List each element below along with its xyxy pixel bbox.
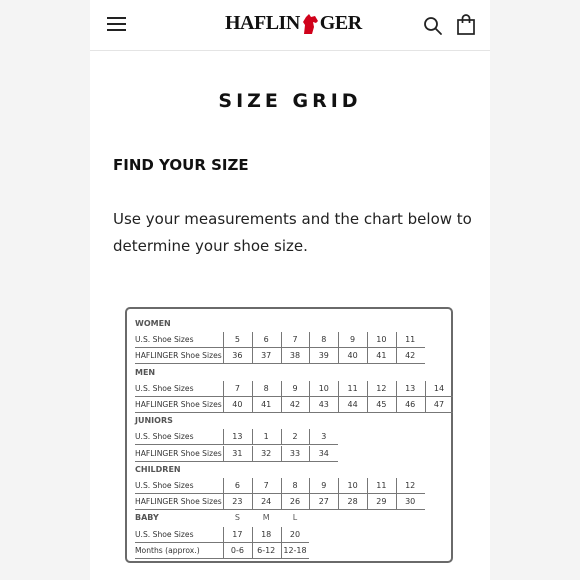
size-cell: 11 [376, 481, 387, 490]
size-group-label: BABY [135, 513, 159, 523]
row-divider [135, 461, 338, 462]
logo-text-left: HAFLIN [225, 12, 300, 34]
size-cell: 8 [263, 383, 269, 393]
size-cell: 46 [405, 400, 416, 409]
size-row [135, 527, 309, 543]
size-cell: 12 [376, 383, 387, 393]
cart-button[interactable] [456, 14, 476, 36]
size-cell: 1 [263, 432, 269, 442]
page-title: SIZE GRID [218, 90, 362, 112]
size-cell: 17 [232, 529, 243, 539]
menu-button[interactable] [107, 15, 127, 33]
size-cell: 10 [318, 383, 329, 393]
size-cell: 41 [376, 351, 387, 361]
size-row [135, 543, 309, 559]
size-cell: 24 [261, 497, 272, 507]
size-cell: 42 [289, 400, 301, 409]
size-group-label: MEN [135, 367, 156, 377]
size-row-label: U.S. Shoe Sizes [135, 481, 194, 490]
size-cell: 18 [261, 529, 272, 539]
size-row [135, 494, 425, 510]
hamburger-menu-icon [107, 29, 126, 31]
size-cell: 42 [405, 351, 416, 361]
size-cell: 6 [263, 335, 269, 345]
size-cell: 6-12 [257, 545, 276, 555]
size-cell: 38 [289, 351, 301, 361]
size-row [135, 478, 425, 494]
size-cell: 11 [347, 383, 358, 393]
size-row-label: U.S. Shoe Sizes [135, 529, 194, 539]
size-cell: 43 [318, 400, 329, 409]
size-cell: 31 [232, 448, 243, 458]
size-cell: 12 [405, 481, 416, 490]
brand-logo[interactable] [225, 12, 362, 35]
size-cell: 37 [261, 351, 272, 361]
size-row [135, 381, 453, 397]
size-row [135, 348, 425, 364]
size-cell: 26 [289, 497, 301, 507]
size-group-label: JUNIORS [135, 416, 173, 426]
hamburger-menu-icon [107, 17, 126, 19]
size-cell: 5 [234, 335, 240, 345]
search-icon [423, 16, 443, 36]
size-group-label: WOMEN [135, 319, 171, 328]
size-column-header: M [262, 513, 270, 523]
size-cell: 13 [405, 383, 416, 393]
size-cell: 29 [376, 497, 387, 507]
size-row-label: HAFLINGER Shoe Sizes [135, 448, 222, 458]
size-cell: 40 [232, 400, 243, 409]
size-cell: 3 [321, 432, 327, 442]
hamburger-menu-icon [107, 23, 126, 25]
size-cell: 11 [405, 335, 416, 345]
size-cell: 34 [318, 448, 329, 458]
size-row [135, 429, 338, 445]
size-cell: 30 [405, 497, 416, 507]
size-cell: 12-18 [283, 545, 307, 555]
size-cell: 32 [261, 448, 272, 458]
size-cell: 14 [433, 383, 445, 393]
size-row [135, 446, 338, 462]
size-cell: 47 [433, 400, 445, 409]
size-cell: 9 [350, 335, 356, 345]
size-cell: 41 [261, 400, 272, 409]
size-cell: 40 [347, 351, 358, 361]
size-cell: 7 [234, 383, 240, 393]
size-cell: 6 [234, 481, 240, 490]
size-row [135, 332, 425, 348]
size-cell: 33 [289, 448, 301, 458]
size-row-label: Months (approx.) [135, 545, 200, 555]
size-row-label: HAFLINGER Shoe Sizes [135, 497, 222, 507]
size-cell: 0-6 [230, 545, 244, 555]
size-row-label: U.S. Shoe Sizes [135, 335, 194, 345]
size-cell: 8 [292, 481, 298, 490]
intro-text: Use your measurements and the chart below to determine your shoe size. [113, 210, 472, 255]
site-header [90, 0, 490, 51]
size-column-header: S [234, 513, 240, 523]
size-cell: 27 [318, 497, 329, 507]
size-cell: 36 [232, 351, 243, 361]
size-cell: 13 [232, 432, 243, 442]
size-cell: 39 [318, 351, 329, 361]
size-cell: 9 [292, 383, 298, 393]
size-cell: 2 [292, 432, 298, 442]
size-cell: 20 [289, 529, 301, 539]
horse-logo-icon [301, 13, 319, 35]
size-row [135, 397, 453, 413]
size-cell: 23 [232, 497, 243, 507]
size-column-header: L [292, 513, 298, 523]
search-button[interactable] [423, 16, 443, 36]
size-cell: 10 [347, 481, 358, 490]
size-grid-chart [125, 307, 453, 563]
size-cell: 8 [321, 335, 327, 345]
size-row-label: U.S. Shoe Sizes [135, 432, 194, 442]
section-heading: FIND YOUR SIZE [113, 156, 249, 174]
size-cell: 45 [376, 400, 387, 409]
size-cell: 10 [376, 335, 387, 345]
size-cell: 9 [321, 481, 327, 490]
size-row-label: HAFLINGER Shoe Sizes [135, 351, 222, 361]
size-row-label: HAFLINGER Shoe Sizes [135, 400, 222, 409]
size-cell: 7 [263, 481, 269, 490]
size-cell: 28 [347, 497, 358, 507]
shopping-bag-icon [456, 14, 476, 36]
logo-text-right: GER [319, 12, 362, 34]
size-cell: 44 [347, 400, 358, 409]
row-divider [135, 412, 453, 413]
size-group-label: CHILDREN [135, 464, 181, 474]
size-cell: 7 [292, 335, 298, 345]
size-row-label: U.S. Shoe Sizes [135, 383, 194, 393]
page-content [90, 0, 490, 580]
